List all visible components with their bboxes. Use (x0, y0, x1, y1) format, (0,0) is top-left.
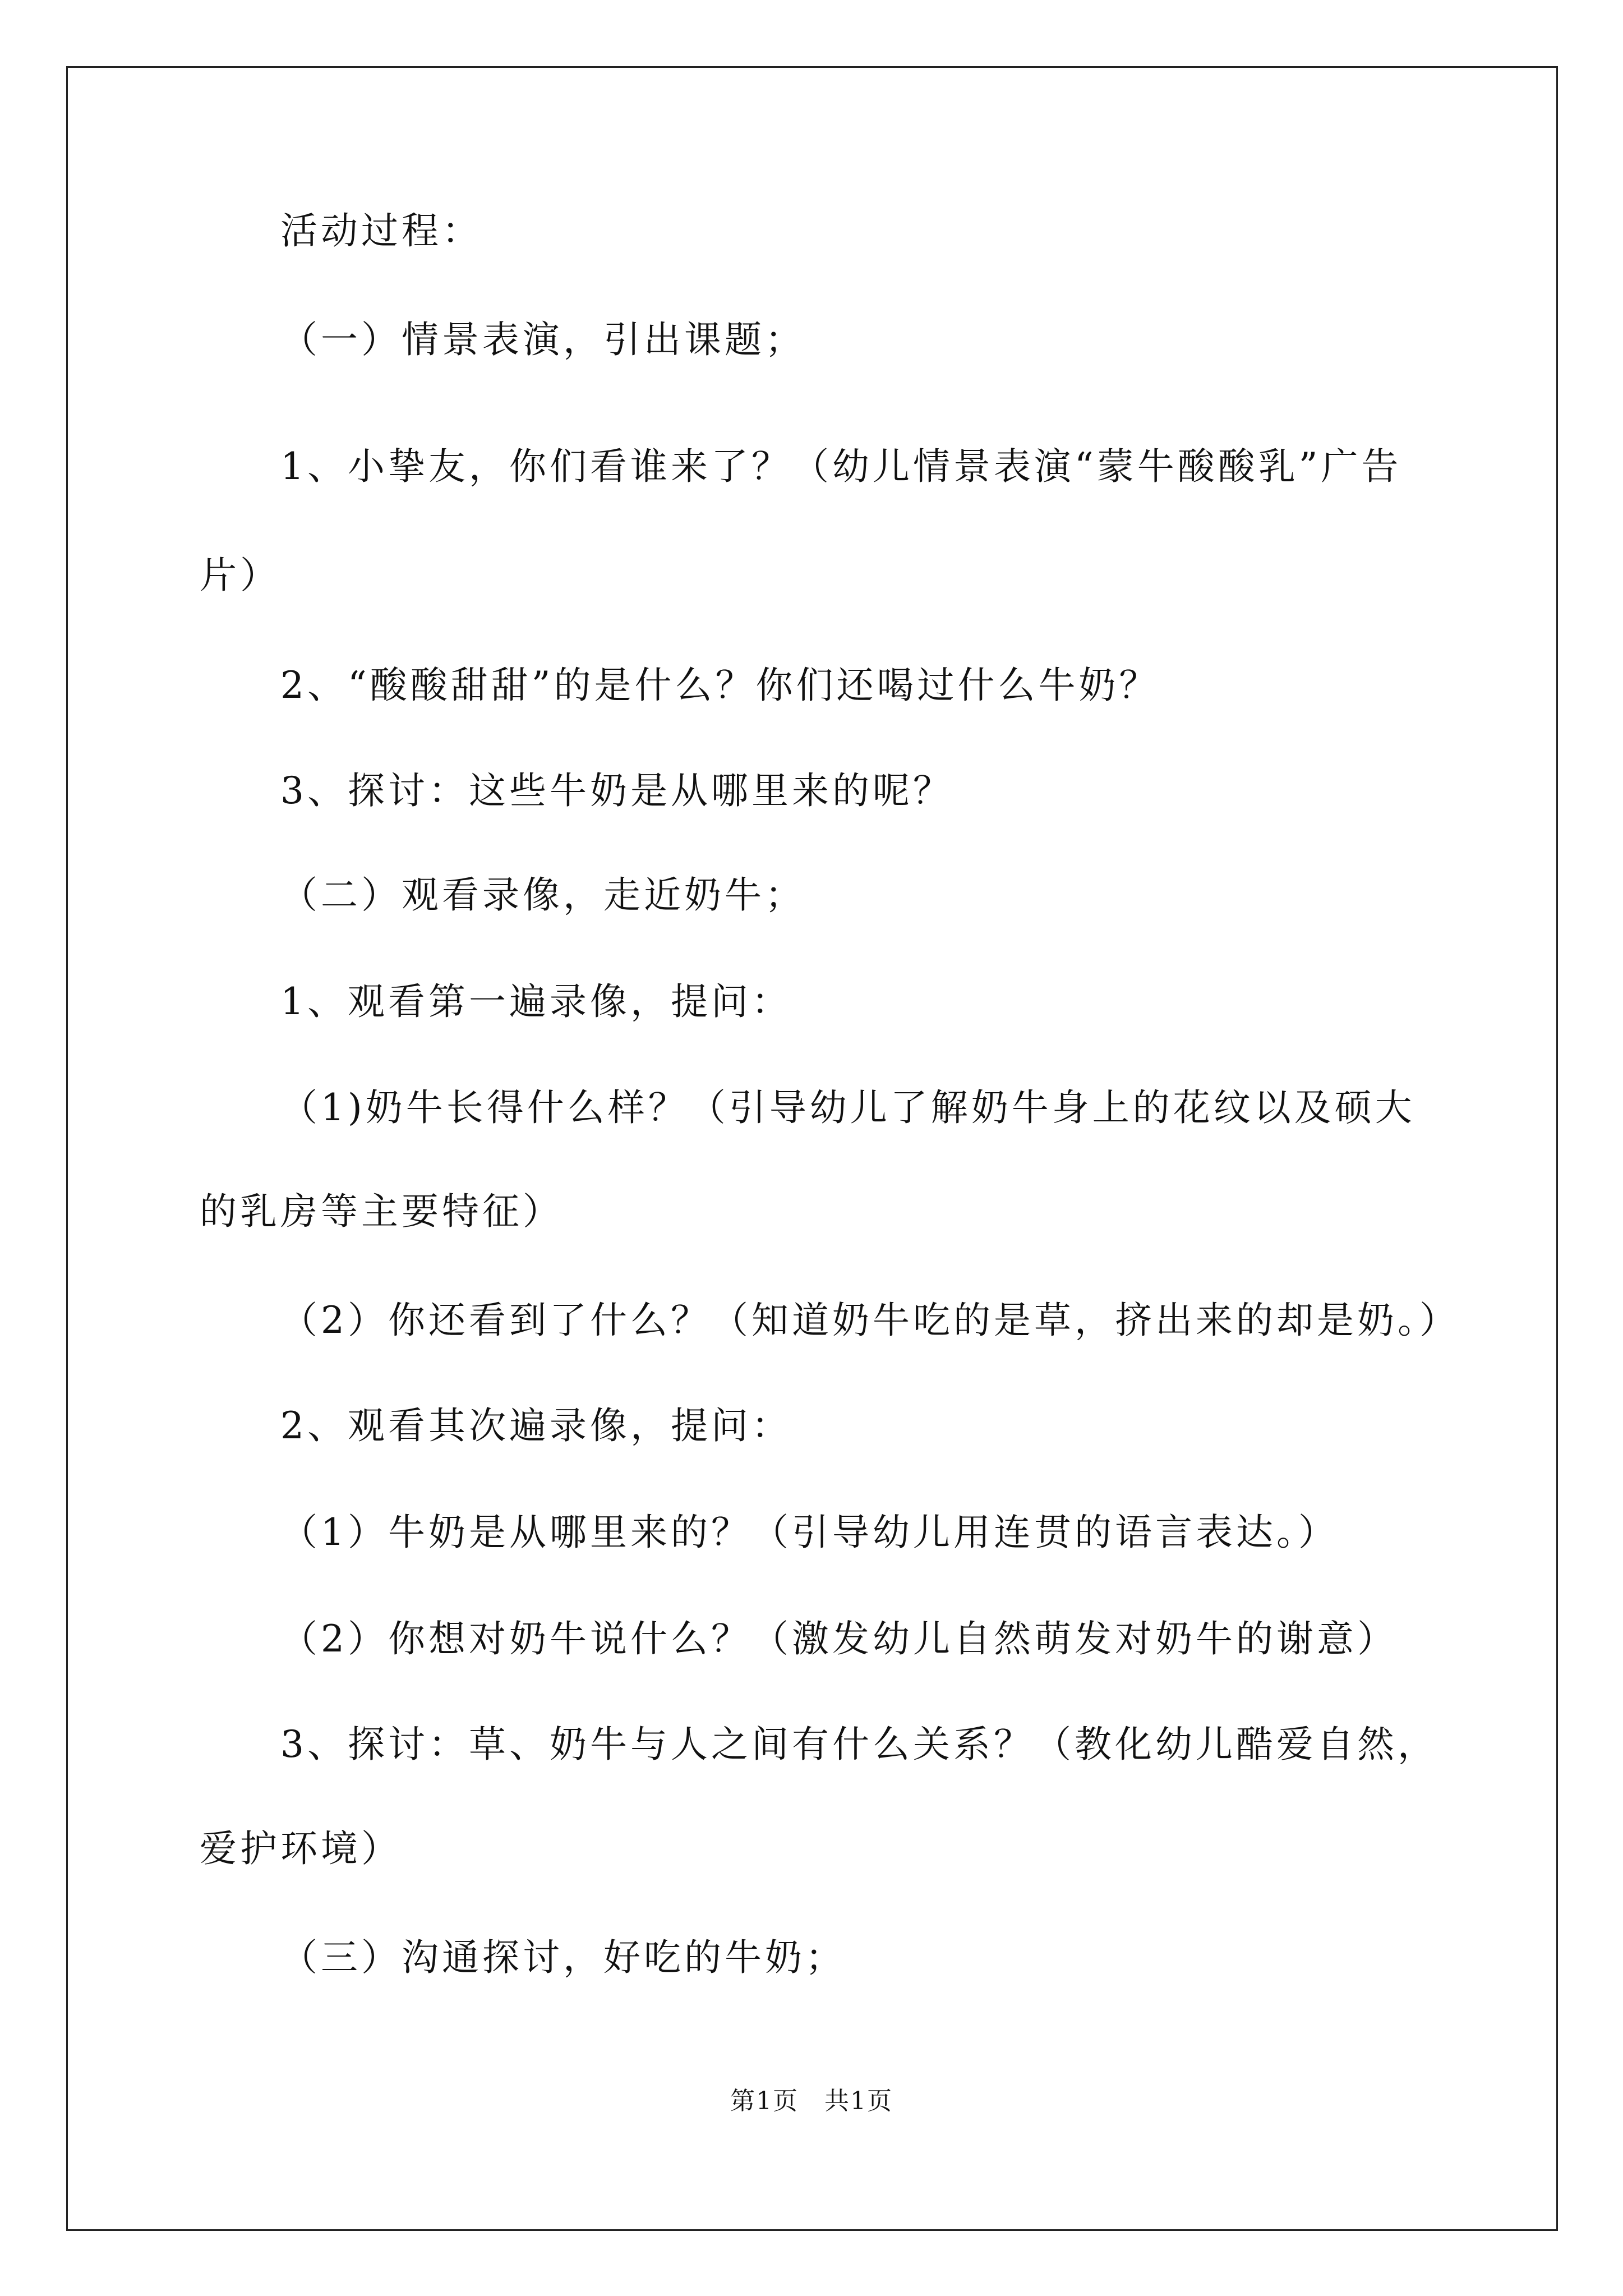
paragraph-8-continued: 的乳房等主要特征） (200, 1190, 563, 1233)
paragraph-3: 1、小挚友，你们看谁来了？（幼儿情景表演“蒙牛酸酸乳”广告 (280, 445, 1402, 488)
paragraph-6: （二）观看录像，走近奶牛； (280, 873, 805, 917)
paragraph-3-continued: 片） (200, 554, 280, 597)
paragraph-13: 3、探讨：草、奶牛与人之间有什么关系？（教化幼儿酷爱自然， (280, 1723, 1438, 1766)
paragraph-2: （一）情景表演，引出课题； (280, 318, 805, 361)
paragraph-13-continued: 爱护环境） (200, 1827, 402, 1870)
paragraph-7: 1、观看第一遍录像，提问： (280, 980, 792, 1023)
page-number: 第1页 (730, 2087, 799, 2115)
paragraph-1: 活动过程： (280, 209, 482, 252)
paragraph-11: （1）牛奶是从哪里来的？（引导幼儿用连贯的语言表达。） (280, 1511, 1339, 1554)
paragraph-8: （1)奶牛长得什么样？（引导幼儿了解奶牛身上的花纹以及硕大 (280, 1086, 1415, 1129)
paragraph-10: 2、观看其次遍录像，提问： (280, 1404, 792, 1447)
page-border (66, 66, 1558, 2231)
paragraph-14: （三）沟通探讨，好吃的牛奶； (280, 1936, 846, 1979)
paragraph-9: （2）你还看到了什么？（知道奶牛吃的是草，挤出来的却是奶。） (280, 1299, 1460, 1342)
page-footer (0, 2086, 1623, 2117)
page-total: 共1页 (824, 2087, 893, 2115)
paragraph-5: 3、探讨：这些牛奶是从哪里来的呢？ (280, 769, 953, 812)
paragraph-12: （2）你想对奶牛说什么？（激发幼儿自然萌发对奶牛的谢意） (280, 1617, 1398, 1660)
paragraph-4: 2、“酸酸甜甜”的是什么？你们还喝过什么牛奶？ (280, 664, 1160, 707)
